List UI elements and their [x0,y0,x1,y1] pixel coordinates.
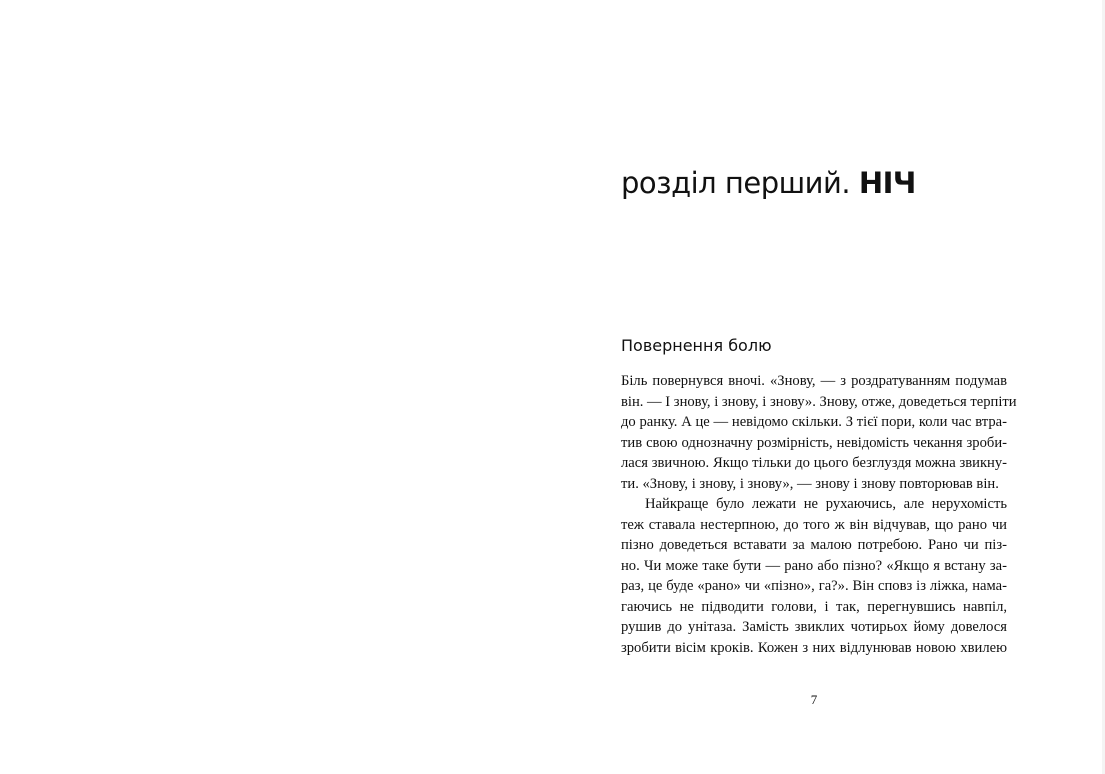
text-line: зробити вісім кроків. Кожен з них відлунював новою хвилею [621,639,1007,656]
text-line: гаючись не підводити голови, і так, перегнувшись навпіл, [621,598,1007,615]
chapter-title-bold: НІЧ [858,166,916,200]
text-line: він. — І знову, і знову, і знову». Знову, отже, доведеться терпіти [621,393,1017,410]
chapter-title-light: розділ перший. [621,166,851,200]
section-heading: Повернення болю [621,336,772,355]
text-line: Найкраще було лежати не рухаючись, але нерухомість [645,496,1007,512]
text-line: до ранку. А це — невідомо скільки. З тієї пори, коли час втра- [621,414,1007,430]
text-line: рушив до унітаза. Замість звиклих чотирьох йому довелося [621,619,1007,635]
text-line: лася звичною. Якщо тільки до цього безглуздя можна звикну- [621,455,1007,471]
text-line: раз, це буде «рано» чи «пізно», га?». Він сповз із ліжка, нама- [621,578,1007,594]
text-line: теж ставала нестерпною, до того ж він відчував, що рано чи [621,516,1007,533]
right-page [621,0,1017,774]
text-line: ти. «Знову, і знову, і знову», — знову і знову повторював він. [621,475,999,492]
text-line: но. Чи може таке бути — рано або пізно? «Якщо я встану за- [621,557,1007,574]
body-text [621,371,1017,658]
chapter-title [621,166,916,200]
text-line: пізно доведеться вставати за малою потребою. Рано чи піз- [621,537,1007,553]
page-number: 7 [810,692,818,707]
text-line: Біль повернувся вночі. «Знову, — з роздратуванням подумав [621,373,1007,389]
text-line: тив свою однозначну розмірність, невідомість чекання зроби- [621,434,1007,451]
